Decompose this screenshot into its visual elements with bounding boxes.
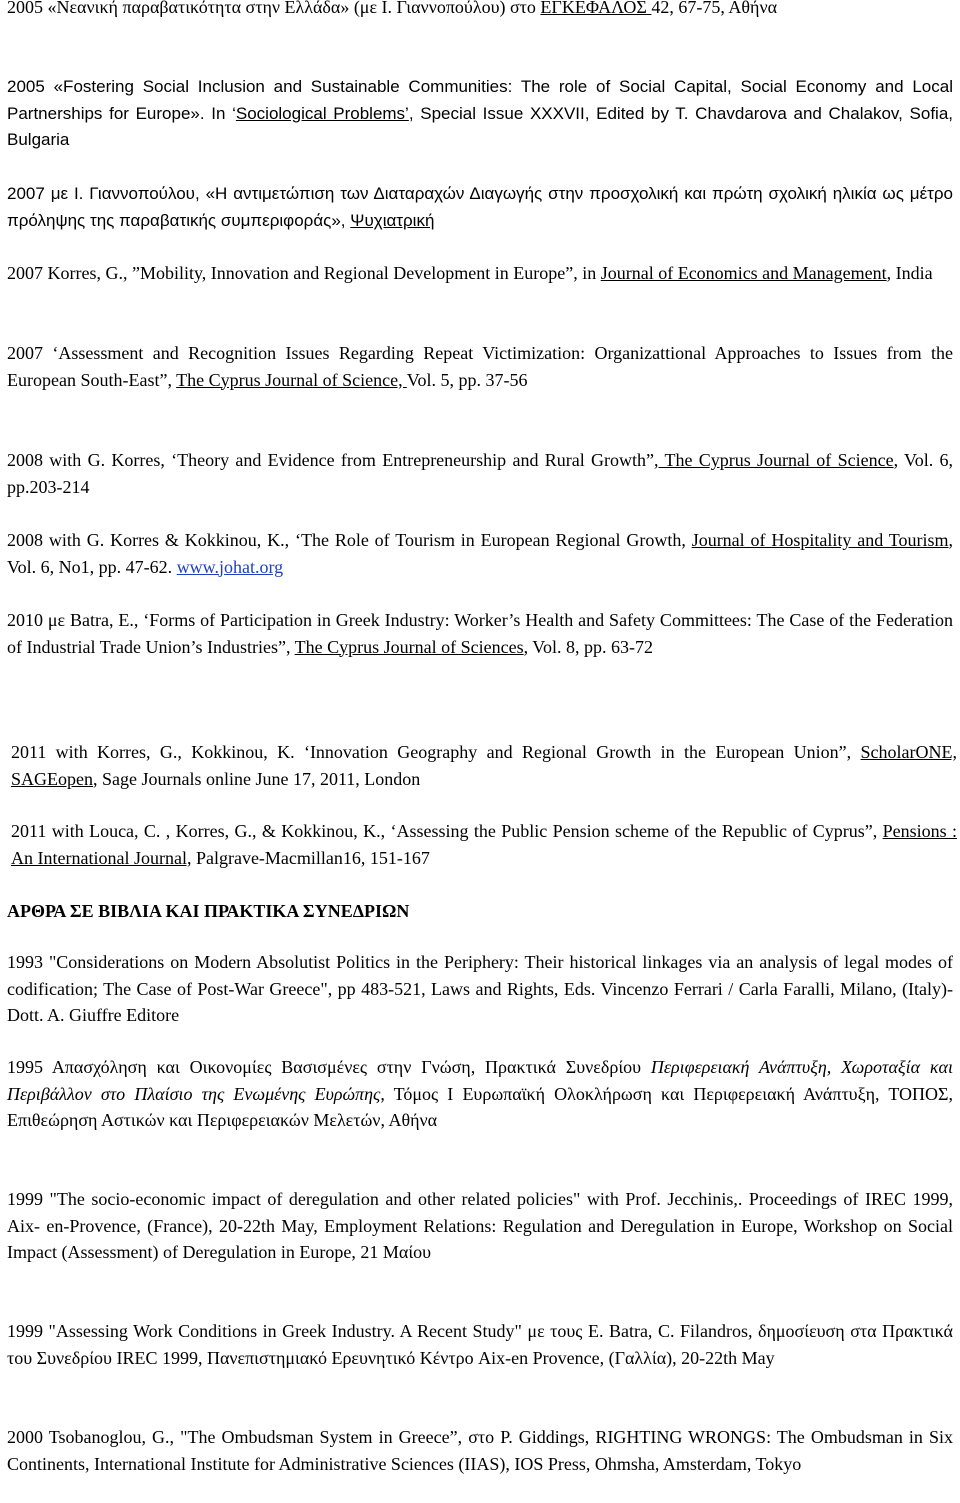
publication-entry-1993: 1993 "Considerations on Modern Absolutist Politics in the Periphery: Their historical linkages via an analysis of legal modes of codification; The Case of Post-War Greece", pp 483-521, Laws and Rights, Eds. Vincenzo Ferrari / Carla Faralli, Milano, (Italy)-Dott. A. Giuffre Editore — [7, 952, 953, 1025]
publication-entry-1995: 1995 Απασχόληση και Οικονομίες Βασισμένες στην Γνώση, Πρακτικά Συνεδρίου Περιφερειακή Ανάπτυξη, Χωροταξία και Περιβάλλον στο Πλαίσιο της Ενωμένης Ευρώπης, Τόμος Ι Ευρωπαϊκή Ολοκλήρωση και Περιφερειακή Ανάπτυξη, ΤΟΠΟΣ, Επιθεώρηση Αστικών και Περιφερειακών Μελετών, Αθήνα — [7, 1057, 953, 1130]
publication-entry-2007-greek: 2007 με Ι. Γιαννοπούλου, «Η αντιμετώπιση των Διαταραχών Διαγωγής στην προσχολική και πρώτη σχολική ηλικία ως μέτρο πρόληψης της παραβατικής συμπεριφοράς», Ψυχιατρική — [7, 184, 953, 230]
section-heading: ΑΡΘΡΑ ΣΕ ΒΙΒΛΙΑ ΚΑΙ ΠΡΑΚΤΙΚΑ ΣΥΝΕΔΡΙΩΝ — [7, 901, 410, 921]
journal-name: Journal of Economics and Management — [600, 263, 887, 283]
journal-name: Ψυχιατρική — [350, 210, 435, 230]
publication-entry-1999-deregulation: 1999 "The socio-economic impact of deregulation and other related policies" with Prof. Jecchinis,. Proceedings of IREC 1999, Aix- en-Provence, (France), 20-22th May, Employment Relations: Regulation and Deregulation in Europe, Workshop on Social Impact (Assessment) of Deregulation in Europe, 21 Μαίου — [7, 1189, 953, 1262]
journal-name: Sociological Problems’ — [235, 103, 409, 123]
journal-name: ΕΓΚΕΦΑΛΟΣ — [540, 0, 652, 17]
proceedings-title: Περιφερειακή Ανάπτυξη, Χωροταξία και Περιβάλλον στο Πλαίσιο της Ενωμένης Ευρώπης — [7, 1057, 953, 1104]
publication-entry-2008-theory: 2008 with G. Korres, ‘Theory and Evidence from Entrepreneurship and Rural Growth”, The Cyprus Journal of Science, Vol. 6, pp.203-214 — [7, 450, 953, 497]
publication-entry-2008-tourism: 2008 with G. Korres & Kokkinou, K., ‘The Role of Tourism in European Regional Growth, Journal of Hospitality and Tourism, Vol. 6, No1, pp. 47-62. www.johat.org — [7, 530, 954, 577]
journal-name: The Cyprus Journal of Sciences — [294, 636, 524, 657]
journal-name: ScholarONE, SAGEopen — [11, 742, 957, 789]
publication-entry-2011-innovation: 2011 with Korres, G., Kokkinou, K. ‘Innovation Geography and Regional Growth in the European Union”, ScholarONE, SAGEopen, Sage Journals online June 17, 2011, London — [11, 742, 957, 789]
journal-name: The Cyprus Journal of Science, — [176, 369, 407, 390]
publication-entry-2010-forms: 2010 με Batra, E., ‘Forms of Participation in Greek Industry: Worker’s Health and Safety Committees: The Case of the Federation of Industrial Trade Union’s Industries”, The Cyprus Journal of Sciences, Vol. 8, pp. 63-72 — [7, 610, 953, 657]
publication-entry-2007-mobility: 2007 Korres, G., ”Mobility, Innovation and Regional Development in Europe”, in Journal of Economics and Management, India — [7, 263, 933, 283]
publication-entry-2000-ombudsman: 2000 Tsobanoglou, G., "The Ombudsman System in Greece”, στο P. Giddings, RIGHTING WRONGS: The Ombudsman in Six Continents, International Institute for Administrative Sciences (IIAS), IOS Press, Ohmsha, Amsterdam, Tokyo — [7, 1427, 953, 1474]
publication-entry-2005-fostering: 2005 «Fostering Social Inclusion and Sustainable Communities: The role of Social Capital, Social Economy and Local Partnerships for Europe». In ‘Sociological Problems’, Special Issue XXXVII, Edited by T. Chavdarova and Chalakov, Sofia, Bulgaria — [7, 77, 953, 149]
journal-name: The Cyprus Journal of Science — [658, 450, 894, 470]
publication-entry-2005-greek: 2005 «Νεανική παραβατικότητα στην Ελλάδα» (με Ι. Γιαννοπούλου) στο ΕΓΚΕΦΑΛΟΣ 42, 67-75, Αθήνα — [7, 0, 953, 21]
journal-name: Pensions : An International Journal, — [11, 821, 957, 868]
website-link[interactable]: www.johat.org — [176, 556, 284, 577]
publication-entry-1999-work-conditions: 1999 "Assessing Work Conditions in Greek Industry. A Recent Study" με τους E. Batra, C. Filandros, δημοσίευση στα Πρακτικά του Συνεδρίου IREC 1999, Πανεπιστημιακό Ερευνητικό Κέντρο Aix-en Provence, (Γαλλία), 20-22th May — [7, 1321, 953, 1368]
publication-entry-2011-pension: 2011 with Louca, C. , Korres, G., & Kokkinou, K., ‘Assessing the Public Pension scheme of the Republic of Cyprus”, Pensions : An International Journal, Palgrave-Macmillan16, 151-167 — [11, 821, 957, 868]
journal-name: Journal of Hospitality and Tourism — [691, 530, 949, 550]
publication-entry-2007-assessment: 2007 ‘Assessment and Recognition Issues Regarding Repeat Victimization: Organizattional Approaches to Issues from the European South-East”, The Cyprus Journal of Science, Vol. 5, pp. 37-56 — [7, 343, 953, 390]
